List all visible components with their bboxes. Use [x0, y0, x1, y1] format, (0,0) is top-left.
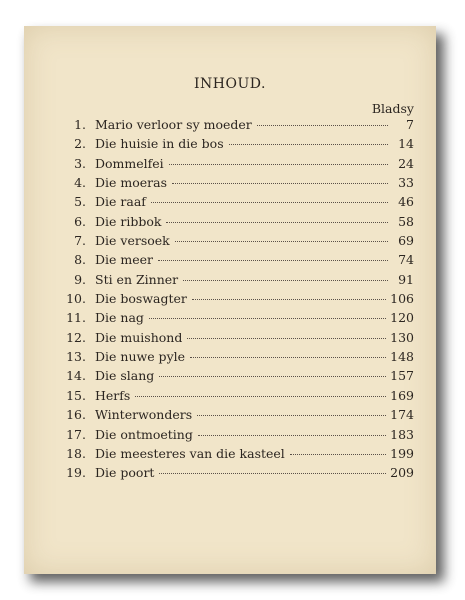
page-number: 199 — [390, 445, 414, 461]
toc-entry — [60, 252, 414, 271]
book-page — [24, 26, 436, 574]
chapter-number: 11. — [66, 310, 86, 326]
dot-leader — [183, 280, 388, 281]
chapter-number: 1. — [74, 117, 86, 132]
chapter-number: 4. — [74, 175, 86, 191]
chapter-title: Die poort — [95, 465, 155, 481]
dot-leader — [257, 125, 388, 126]
chapter-number: 13. — [66, 349, 86, 365]
page-number: 46 — [398, 194, 414, 210]
chapter-title: Die raaf — [95, 194, 146, 210]
dot-leader — [159, 473, 386, 474]
dot-leader — [151, 202, 388, 203]
chapter-number: 7. — [74, 233, 86, 249]
toc-entry — [60, 117, 414, 136]
toc-entry — [60, 291, 414, 310]
toc-entry — [60, 156, 414, 175]
chapter-title: Die huisie in die bos — [95, 136, 224, 152]
chapter-title: Herfs — [95, 387, 131, 403]
chapter-title: Die boswagter — [95, 291, 187, 307]
chapter-number: 2. — [74, 136, 86, 152]
dot-leader — [135, 396, 386, 397]
page-number: 58 — [398, 213, 414, 229]
toc-entry — [60, 465, 414, 484]
page-number: 74 — [398, 252, 414, 268]
toc-entry — [60, 349, 414, 368]
chapter-title: Die meesteres van die kasteel — [95, 445, 285, 461]
page-number: 33 — [398, 175, 414, 191]
dot-leader — [159, 376, 386, 377]
page-number: 91 — [398, 271, 414, 287]
dot-leader — [229, 144, 388, 145]
page-number: 69 — [398, 233, 414, 249]
chapter-title: Winterwonders — [95, 407, 193, 423]
dot-leader — [190, 357, 386, 358]
chapter-title: Dommelfei — [95, 155, 164, 171]
chapter-title: Die ontmoeting — [95, 426, 193, 442]
toc-entry — [60, 214, 414, 233]
chapter-number: 8. — [74, 252, 86, 268]
dot-leader — [172, 183, 388, 184]
toc-entry — [60, 427, 414, 446]
toc-entry — [60, 175, 414, 194]
chapter-number: 9. — [74, 271, 86, 287]
page-number: 174 — [390, 407, 414, 423]
page-number: 130 — [390, 329, 414, 345]
page-number: 106 — [390, 291, 414, 307]
chapter-title: Die moeras — [95, 175, 168, 191]
chapter-number: 12. — [66, 329, 86, 345]
toc-heading: INHOUD. — [194, 76, 266, 92]
page-number: 7 — [406, 117, 414, 132]
toc-entry — [60, 330, 414, 349]
chapter-title: Die nag — [95, 310, 144, 326]
dot-leader — [290, 454, 386, 455]
page-number: 183 — [390, 426, 414, 442]
page-number: 157 — [390, 368, 414, 384]
toc-entry — [60, 368, 414, 387]
toc-entry — [60, 194, 414, 213]
chapter-number: 6. — [74, 213, 86, 229]
page-number: 14 — [398, 136, 414, 152]
table-of-contents — [60, 117, 414, 485]
chapter-title: Mario verloor sy moeder — [95, 117, 252, 132]
toc-entry — [60, 233, 414, 252]
dot-leader — [158, 260, 388, 261]
chapter-number: 10. — [66, 291, 86, 307]
chapter-number: 15. — [66, 387, 86, 403]
chapter-title: Die versoek — [95, 233, 170, 249]
chapter-title: Die ribbok — [95, 213, 162, 229]
dot-leader — [149, 318, 386, 319]
chapter-title: Die slang — [95, 368, 155, 384]
dot-leader — [198, 435, 386, 436]
page-number: 120 — [390, 310, 414, 326]
chapter-number: 14. — [66, 368, 86, 384]
chapter-number: 3. — [74, 155, 86, 171]
toc-entry — [60, 310, 414, 329]
page-number: 148 — [390, 349, 414, 365]
dot-leader — [192, 299, 386, 300]
toc-entry — [60, 136, 414, 155]
dot-leader — [187, 338, 386, 339]
chapter-title: Die meer — [95, 252, 154, 268]
toc-entry — [60, 272, 414, 291]
chapter-number: 19. — [66, 465, 86, 481]
chapter-number: 17. — [66, 426, 86, 442]
toc-entry — [60, 388, 414, 407]
toc-entry — [60, 407, 414, 426]
chapter-number: 18. — [66, 445, 86, 461]
chapter-number: 16. — [66, 407, 86, 423]
page-column-label: Bladsy — [371, 101, 414, 116]
toc-entry — [60, 446, 414, 465]
page-number: 169 — [390, 387, 414, 403]
dot-leader — [169, 164, 388, 165]
chapter-title: Sti en Zinner — [95, 271, 179, 287]
dot-leader — [197, 415, 386, 416]
chapter-title: Die muishond — [95, 329, 183, 345]
dot-leader — [175, 241, 388, 242]
chapter-number: 5. — [74, 194, 86, 210]
chapter-title: Die nuwe pyle — [95, 349, 186, 365]
page-number: 209 — [390, 465, 414, 481]
page-number: 24 — [398, 155, 414, 171]
dot-leader — [166, 222, 388, 223]
